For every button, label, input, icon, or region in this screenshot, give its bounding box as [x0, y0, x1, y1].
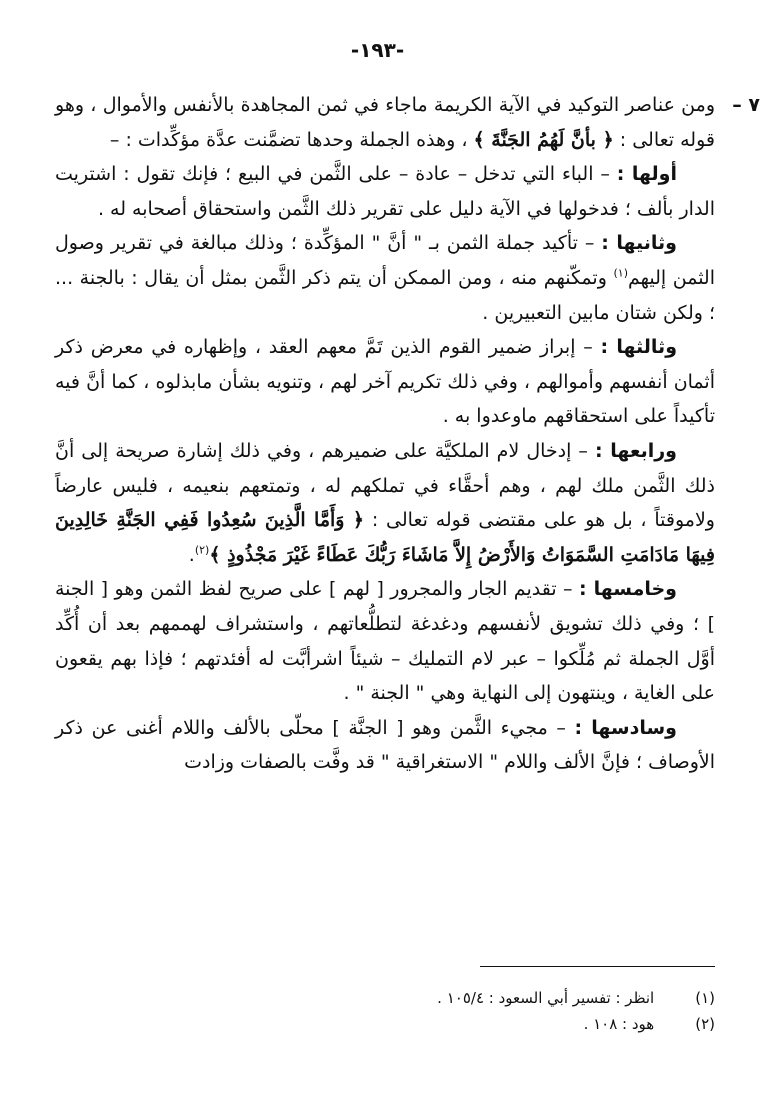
point-label: وخامسها : — [578, 578, 677, 601]
item-intro: ومن عناصر التوكيد في الآية الكريمة ماجاء في ثمن المجاهدة بالأنفس والأموال ، وهو قوله تعالى : — [55, 94, 715, 151]
page-number: -١٩٣- — [350, 38, 405, 62]
point-text: – تقديم الجار والمجرور [ لهم ] على صريح لفظ الثمن وهو [ الجنة ] ؛ وفي ذلك تشويق لأنفسهم ودغدغة لتطلُّعاتهم ، واستشراف لهممهم بعد أن أُكِّد أوَّل الجملة ثم مُلِّكوا – عبر لام التمليك – شيئاً اشرأبَّت له أفئدتهم ؛ فإذا بهم يقعون على الغاية ، وينتهون إلى النهاية وهي " الجنة " . — [55, 578, 715, 705]
footnote-ref-1: (١) — [613, 266, 628, 280]
item-seven — [55, 88, 760, 157]
point-text: – تأكيد جملة الثمن بـ " أنَّ " المؤكِّدة ؛ وذلك مبالغة في تقرير وصول الثمن إليهم — [55, 232, 716, 289]
item-number: ٧ – — [732, 94, 760, 116]
footnote-1 — [55, 985, 715, 1011]
point-6 — [55, 711, 715, 780]
point-label: وسادسها : — [574, 716, 677, 739]
point-5 — [55, 572, 715, 710]
footnote-2 — [55, 1011, 715, 1037]
point-3 — [55, 330, 715, 434]
point-text: – إدخال لام الملكيَّة على ضميرهم ، وفي ذلك إشارة صريحة إلى أنَّ ذلك الثَّمن ملك لهم ، وهم أحقَّاء في تملكهم له ، وتمتعهم بنعيمه ، فليس عارضاً ولاموقتاً ، بل هو على مقتضى قوله تعالى : — [55, 439, 715, 532]
footnote-number: (١) — [695, 989, 715, 1007]
point-text: – الباء التي تدخل – عادة – على الثَّمن في البيع ؛ فإنك تقول : اشتريت الدار بألف ؛ فدخولها في الآية دليل على تقرير ذلك الثَّمن واستحقاق أصحابه له . — [55, 163, 715, 220]
quran-verse-2: ﴿ وَأَمَّا الَّذِينَ سُعِدُوا فَفِي الجَنَّةِ خَالِدِينَ فِيهَا مَادَامَتِ السَّمَوَاتُ وَالأَرْضُ إِلاَّ مَاشَاءَ رَبُّكَ عَطَاءً غَيْرَ مَجْذُوذٍ ﴾ — [55, 509, 715, 566]
footnote-text: هود : ١٠٨ . — [583, 1015, 655, 1033]
point-4 — [55, 434, 715, 572]
footnote-divider — [480, 966, 715, 967]
footnote-number: (٢) — [695, 1015, 715, 1033]
point-1 — [55, 157, 715, 226]
footnotes — [55, 985, 715, 1037]
footnote-ref-2: (٢) — [194, 543, 210, 557]
main-text — [55, 88, 760, 780]
point-end: . — [188, 543, 195, 566]
point-label: وثالثها : — [600, 336, 678, 359]
point-text: – إبراز ضمير القوم الذين تَمَّ معهم العقد ، وإظهاره في معرض ذكر أثمان أنفسهم وأموالهم ، وفي ذلك تكريم آخر لهم ، وتنويه بشأن مابذلوه ، كما أنَّ فيه تأكيداً على استحقاقهم ماوعدوا به . — [55, 336, 715, 428]
quran-verse-1: ﴿ بأنَّ لَهُمُ الجَنَّةَ ﴾ — [473, 128, 614, 151]
point-2 — [55, 226, 715, 330]
point-label: ورابعها : — [594, 439, 677, 462]
point-text: – مجيء الثَّمن وهو [ الجنَّة ] محلّى بالألف واللام أغنى عن ذكر الأوصاف ؛ فإنَّ الألف واللام " الاستغراقية " قد وفَّت بالصفات وزادت — [55, 716, 715, 774]
item-intro-end: ، وهذه الجملة وحدها تضمَّنت عدَّة مؤكِّدات : – — [109, 128, 468, 151]
footnote-text: انظر : تفسير أبي السعود : ١٠٥/٤ . — [437, 989, 655, 1007]
point-text-continued: وتمكّنهم منه ، ومن الممكن أن يتم ذكر الثَّمن بمثل أن يقال : بالجنة ... ؛ ولكن شتان مابين التعبيرين . — [55, 266, 715, 324]
point-label: أولها : — [616, 163, 677, 186]
point-label: وثانيها : — [601, 232, 677, 255]
